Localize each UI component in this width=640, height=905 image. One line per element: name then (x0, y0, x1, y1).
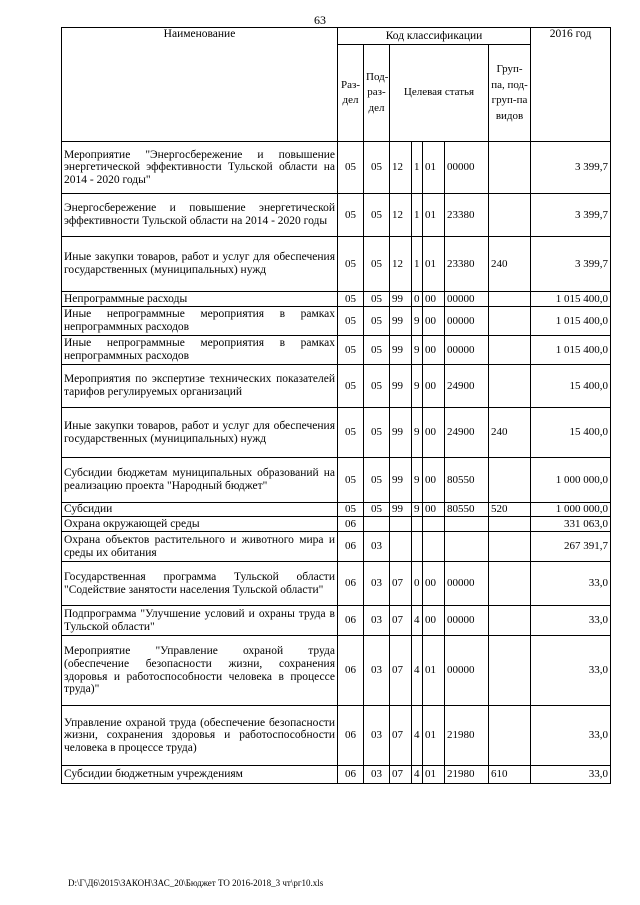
cell-pr: 03 (364, 766, 390, 784)
cell-name: Иные закупки товаров, работ и услуг для обеспечения государственных (муниципальных) нужд (62, 408, 338, 458)
cell-cs2: 0 (412, 292, 423, 307)
header-name: Наименование (62, 28, 338, 142)
cell-cs1: 07 (390, 606, 412, 636)
cell-cs3: 00 (423, 408, 445, 458)
cell-name: Мероприятие "Энергосбережение и повышение энергетической эффективности Тульской области на 2014 - 2020 годы" (62, 142, 338, 194)
table-row (62, 517, 611, 532)
cell-pr: 05 (364, 365, 390, 408)
cell-cs2: 9 (412, 307, 423, 336)
cell-name: Субсидии (62, 503, 338, 517)
cell-cs2 (412, 532, 423, 562)
cell-cs3: 00 (423, 336, 445, 365)
cell-cs4: 21980 (445, 706, 489, 766)
table-row (62, 336, 611, 365)
cell-amount: 3 399,7 (531, 237, 611, 292)
cell-cs1: 12 (390, 142, 412, 194)
cell-cs1 (390, 532, 412, 562)
cell-name: Непрограммные расходы (62, 292, 338, 307)
cell-cs1: 99 (390, 292, 412, 307)
cell-rz: 06 (338, 706, 364, 766)
cell-cs1: 07 (390, 766, 412, 784)
header-expense-group: Груп-па, под-груп-па видов (489, 45, 531, 142)
cell-cs2: 4 (412, 636, 423, 706)
cell-name: Охрана объектов растительного и животного мира и среды их обитания (62, 532, 338, 562)
table-body (62, 142, 611, 784)
cell-cs1: 99 (390, 336, 412, 365)
table-row (62, 142, 611, 194)
cell-pr: 05 (364, 458, 390, 503)
cell-cs4: 24900 (445, 365, 489, 408)
cell-rz: 06 (338, 606, 364, 636)
cell-pr: 05 (364, 503, 390, 517)
cell-rz: 05 (338, 336, 364, 365)
cell-cs4: 80550 (445, 503, 489, 517)
cell-cs4: 00000 (445, 142, 489, 194)
cell-cs3: 01 (423, 766, 445, 784)
cell-cs4: 00000 (445, 636, 489, 706)
cell-vr (489, 532, 531, 562)
table-row (62, 706, 611, 766)
table-row (62, 458, 611, 503)
cell-name: Субсидии бюджетным учреждениям (62, 766, 338, 784)
cell-pr: 03 (364, 706, 390, 766)
cell-pr: 05 (364, 307, 390, 336)
cell-cs1 (390, 517, 412, 532)
cell-pr: 03 (364, 606, 390, 636)
cell-cs3: 00 (423, 503, 445, 517)
cell-vr: 610 (489, 766, 531, 784)
cell-vr (489, 292, 531, 307)
cell-rz: 05 (338, 365, 364, 408)
cell-pr: 05 (364, 336, 390, 365)
cell-amount: 15 400,0 (531, 408, 611, 458)
header-section: Раз-дел (338, 45, 364, 142)
cell-pr: 03 (364, 562, 390, 606)
cell-pr: 05 (364, 292, 390, 307)
cell-name: Иные непрограммные мероприятия в рамках непрограммных расходов (62, 307, 338, 336)
cell-cs1: 07 (390, 706, 412, 766)
cell-name: Мероприятия по экспертизе технических показателей тарифов регулируемых организаций (62, 365, 338, 408)
cell-cs2: 9 (412, 336, 423, 365)
cell-cs3: 01 (423, 636, 445, 706)
cell-amount: 267 391,7 (531, 532, 611, 562)
cell-amount: 15 400,0 (531, 365, 611, 408)
cell-amount: 1 000 000,0 (531, 503, 611, 517)
cell-cs3: 00 (423, 307, 445, 336)
file-path-footer: D:\Г\Д6\2015\ЗАКОН\ЗАС_20\Бюджет ТО 2016-2018_3 чт\рг10.xls (68, 878, 324, 888)
cell-pr: 05 (364, 194, 390, 237)
cell-vr (489, 307, 531, 336)
cell-pr: 05 (364, 142, 390, 194)
cell-amount: 33,0 (531, 636, 611, 706)
cell-name: Иные закупки товаров, работ и услуг для обеспечения государственных (муниципальных) нужд (62, 237, 338, 292)
table-row (62, 292, 611, 307)
cell-vr: 520 (489, 503, 531, 517)
cell-amount: 1 015 400,0 (531, 336, 611, 365)
cell-cs4: 23380 (445, 237, 489, 292)
cell-cs4: 00000 (445, 307, 489, 336)
cell-cs4: 23380 (445, 194, 489, 237)
cell-vr (489, 336, 531, 365)
cell-cs1: 99 (390, 365, 412, 408)
cell-vr: 240 (489, 408, 531, 458)
table-row (62, 307, 611, 336)
cell-cs3: 01 (423, 142, 445, 194)
cell-cs4: 80550 (445, 458, 489, 503)
cell-cs2: 1 (412, 237, 423, 292)
cell-rz: 06 (338, 517, 364, 532)
cell-cs4 (445, 532, 489, 562)
header-target-article: Целевая статья (390, 45, 489, 142)
cell-cs4: 00000 (445, 292, 489, 307)
cell-cs2: 9 (412, 503, 423, 517)
cell-pr: 03 (364, 636, 390, 706)
cell-amount: 3 399,7 (531, 142, 611, 194)
cell-name: Государственная программа Тульской области "Содействие занятости населения Тульской области" (62, 562, 338, 606)
cell-cs3: 00 (423, 562, 445, 606)
cell-cs2: 0 (412, 562, 423, 606)
cell-cs2: 1 (412, 194, 423, 237)
cell-amount: 331 063,0 (531, 517, 611, 532)
table-row (62, 562, 611, 606)
cell-cs2 (412, 517, 423, 532)
cell-cs2: 9 (412, 458, 423, 503)
cell-vr (489, 142, 531, 194)
table-row (62, 237, 611, 292)
cell-amount: 1 000 000,0 (531, 458, 611, 503)
cell-pr: 05 (364, 237, 390, 292)
cell-cs3: 00 (423, 365, 445, 408)
cell-rz: 05 (338, 292, 364, 307)
cell-cs3: 01 (423, 237, 445, 292)
cell-vr (489, 365, 531, 408)
cell-cs3: 00 (423, 606, 445, 636)
cell-cs1: 99 (390, 503, 412, 517)
page-number: 63 (314, 13, 326, 27)
budget-table (61, 27, 611, 784)
cell-vr (489, 194, 531, 237)
table-row (62, 194, 611, 237)
cell-vr (489, 636, 531, 706)
cell-cs1: 07 (390, 636, 412, 706)
cell-vr (489, 458, 531, 503)
cell-cs3: 00 (423, 292, 445, 307)
cell-amount: 1 015 400,0 (531, 292, 611, 307)
cell-cs4: 00000 (445, 336, 489, 365)
cell-name: Иные непрограммные мероприятия в рамках непрограммных расходов (62, 336, 338, 365)
cell-vr (489, 517, 531, 532)
cell-vr (489, 606, 531, 636)
cell-cs4: 24900 (445, 408, 489, 458)
cell-cs1: 07 (390, 562, 412, 606)
cell-rz: 05 (338, 458, 364, 503)
cell-pr (364, 517, 390, 532)
cell-name: Субсидии бюджетам муниципальных образований на реализацию проекта "Народный бюджет" (62, 458, 338, 503)
cell-cs1: 99 (390, 307, 412, 336)
cell-name: Мероприятие "Управление охраной труда (обеспечение безопасности жизни, сохранения здоровья и работоспособности человека в процессе труда)" (62, 636, 338, 706)
cell-name: Подпрограмма "Улучшение условий и охраны труда в Тульской области" (62, 606, 338, 636)
cell-amount: 33,0 (531, 766, 611, 784)
cell-amount: 33,0 (531, 606, 611, 636)
cell-cs4: 00000 (445, 562, 489, 606)
cell-rz: 05 (338, 237, 364, 292)
cell-pr: 05 (364, 408, 390, 458)
cell-cs1: 12 (390, 237, 412, 292)
cell-amount: 33,0 (531, 706, 611, 766)
cell-rz: 06 (338, 532, 364, 562)
cell-cs4: 21980 (445, 766, 489, 784)
table-row (62, 503, 611, 517)
cell-cs2: 9 (412, 365, 423, 408)
cell-pr: 03 (364, 532, 390, 562)
cell-name: Энергосбережение и повышение энергетической эффективности Тульской области на 2014 - 2020 годы (62, 194, 338, 237)
cell-amount: 3 399,7 (531, 194, 611, 237)
cell-name: Охрана окружающей среды (62, 517, 338, 532)
cell-name: Управление охраной труда (обеспечение безопасности жизни, сохранения здоровья и работоспособности человека в процессе труда) (62, 706, 338, 766)
cell-rz: 05 (338, 307, 364, 336)
table-row (62, 408, 611, 458)
cell-cs3 (423, 532, 445, 562)
cell-cs3: 01 (423, 706, 445, 766)
header-year: 2016 год (531, 28, 611, 142)
cell-cs1: 99 (390, 458, 412, 503)
table-row (62, 532, 611, 562)
table-row (62, 636, 611, 706)
cell-rz: 06 (338, 562, 364, 606)
cell-rz: 06 (338, 766, 364, 784)
cell-cs3 (423, 517, 445, 532)
cell-cs4: 00000 (445, 606, 489, 636)
table-row (62, 766, 611, 784)
cell-cs3: 00 (423, 458, 445, 503)
cell-amount: 33,0 (531, 562, 611, 606)
cell-cs2: 1 (412, 142, 423, 194)
cell-cs2: 9 (412, 408, 423, 458)
cell-vr: 240 (489, 237, 531, 292)
table-row (62, 365, 611, 408)
cell-rz: 05 (338, 142, 364, 194)
header-classification-code: Код классификации (338, 28, 531, 45)
cell-rz: 06 (338, 636, 364, 706)
cell-rz: 05 (338, 408, 364, 458)
cell-vr (489, 562, 531, 606)
cell-amount: 1 015 400,0 (531, 307, 611, 336)
cell-cs2: 4 (412, 766, 423, 784)
cell-cs2: 4 (412, 606, 423, 636)
table-row (62, 606, 611, 636)
cell-cs4 (445, 517, 489, 532)
cell-cs1: 99 (390, 408, 412, 458)
cell-rz: 05 (338, 194, 364, 237)
cell-cs1: 12 (390, 194, 412, 237)
cell-rz: 05 (338, 503, 364, 517)
cell-vr (489, 706, 531, 766)
cell-cs2: 4 (412, 706, 423, 766)
cell-cs3: 01 (423, 194, 445, 237)
header-subsection: Под-раз-дел (364, 45, 390, 142)
